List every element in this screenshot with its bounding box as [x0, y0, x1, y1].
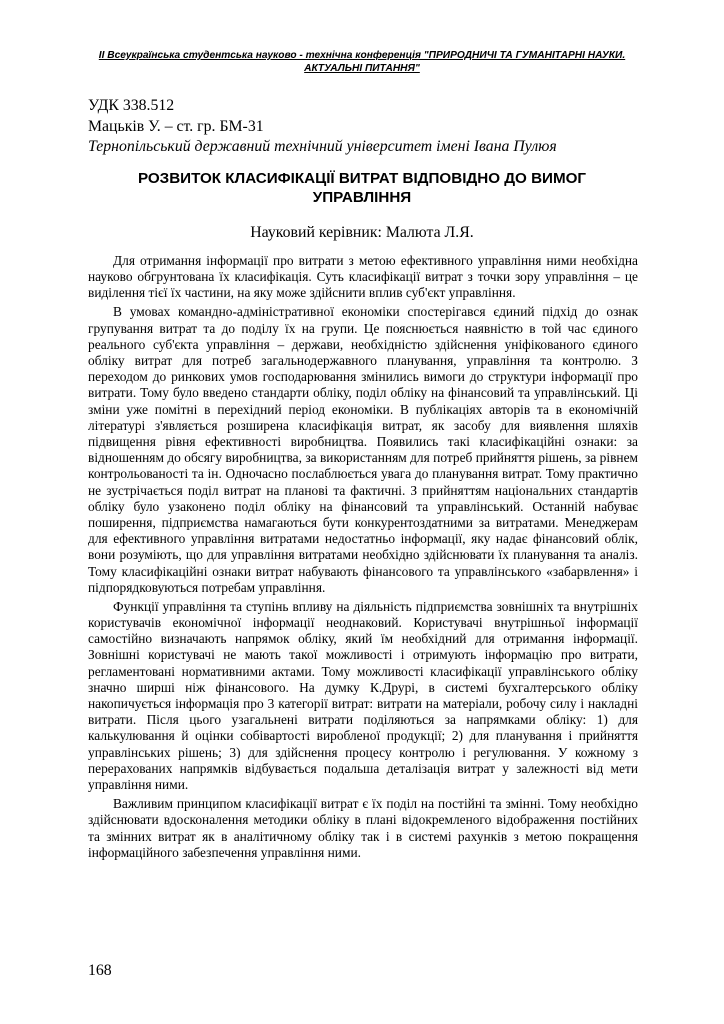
article-meta	[88, 96, 648, 158]
paragraph: Для отримання інформації про витрати з метою ефективного управління ними необхідна науково обгрунтована їх класифікація. Суть класифікації витрат з точки зору управління – це виділення тієї їх частини, на яку може здійснити вплив суб'єкт управління.	[88, 253, 638, 301]
author-line: Мацьків У. – ст. гр. БМ-31	[88, 117, 264, 135]
scientific-supervisor: Науковий керівник: Малюта Л.Я.	[250, 224, 474, 241]
paragraph: В умовах командно-адміністративної економіки спостерігався єдиний підхід до ознак групування витрат та до поділу їх на групи. Це пояснюється наявністю в той час єдиного реального суб'єкта управління – держави, необхідністю здійснення уніфікованого єдиного обліку витрат для потреб загальнодержавного планування, управління та контролю. З переходом до ринкових умов господарювання змінились вимоги до структури інформації про витрати. Тому було введено стандарти обліку, поділ обліку на фінансовий та управлінський. Ці зміни уже помітні в перехідний період економіки. В публікаціях авторів та в економічній літературі з'являється розширена класифікація витрат, як засобу для виявлення шляхів підвищення рівня ефективності виробництва. Появились такі класифікаційні ознаки: за відношенням до обсягу виробництва, за використанням для потреб прийняття рішень, за рівнем контрольованості та ін. Одночасно послаблюється увага до планування витрат. Тому практично не зустрічається поділ витрат на планові та фактичні. З прийняттям національних стандартів обліку було узаконено поділ обліку на фінансовий та управлінський. Останній набуває поширення, підприємства намагаються бути конкурентоздатними за витратами. Менеджерам для ефективного управління витратами недостатньо інформації, яку надає фінансовий облік, вони розуміють, що для управління витратами необхідно здійснювати їх планування та аналіз. Тому класифікаційні ознаки витрат набувають фінансового та управлінського «забарвлення» і підпорядковуються потребам управління.	[88, 304, 638, 595]
article-title-line-2: УПРАВЛІННЯ	[312, 189, 412, 206]
conference-header	[96, 50, 628, 75]
paragraph: Важливим принципом класифікації витрат є їх поділ на постійні та змінні. Тому необхідно здійснювати вдосконалення методики обліку в плані відокремленого відображення постійних та змінних витрат як в аналітичному обліку так і в системі рахунків з метою покращення інформаційного забезпечення управління ними.	[88, 796, 638, 860]
article-title	[88, 169, 636, 207]
page-number: 168	[88, 962, 112, 979]
udc-code: УДК 338.512	[88, 97, 175, 114]
article-title-line-1: РОЗВИТОК КЛАСИФІКАЦІЇ ВИТРАТ ВІДПОВІДНО ДО ВИМОГ	[137, 170, 587, 187]
affiliation: Тернопільський державний технічний університет імені Івана Пулюя	[88, 138, 557, 155]
article-body	[88, 253, 638, 864]
paragraph: Функції управління та ступінь впливу на діяльність підприємства зовнішніх та внутрішніх користувачів економічної інформації неоднаковий. Користувачі внутрішньої інформації самостійно визначають напрямок обліку, який їм необхідний для отримання інформації. Зовнішні користувачі не мають такої можливості і отримують інформацію про витрати, регламентовані нормативними актами. Тому можливості класифікації управлінського обліку значно ширші ніж фінансового. На думку К.Друрі, в системі бухгалтерського обліку накопичується інформація про 3 категорії витрат: витрати на матеріали, робочу силу і накладні витрати. Після цього узагальнені витрати поділяються за напрямками обліку: 1) для калькулювання й оцінки собівартості виробленої продукції; 2) для планування і прийняття управлінських рішень; 3) для здійснення процесу контролю і регулювання. У кожному з перерахованих напрямків відбувається подальша деталізація витрат у залежності від мети управління ними.	[88, 598, 638, 793]
conference-header-line-1: ІІ Всеукраїнська студентська науково - технічна конференція "ПРИРОДНИЧІ ТА ГУМАНІТАРНІ НАУКИ.	[98, 50, 626, 61]
conference-header-line-2: АКТУАЛЬНІ ПИТАННЯ"	[304, 62, 420, 74]
